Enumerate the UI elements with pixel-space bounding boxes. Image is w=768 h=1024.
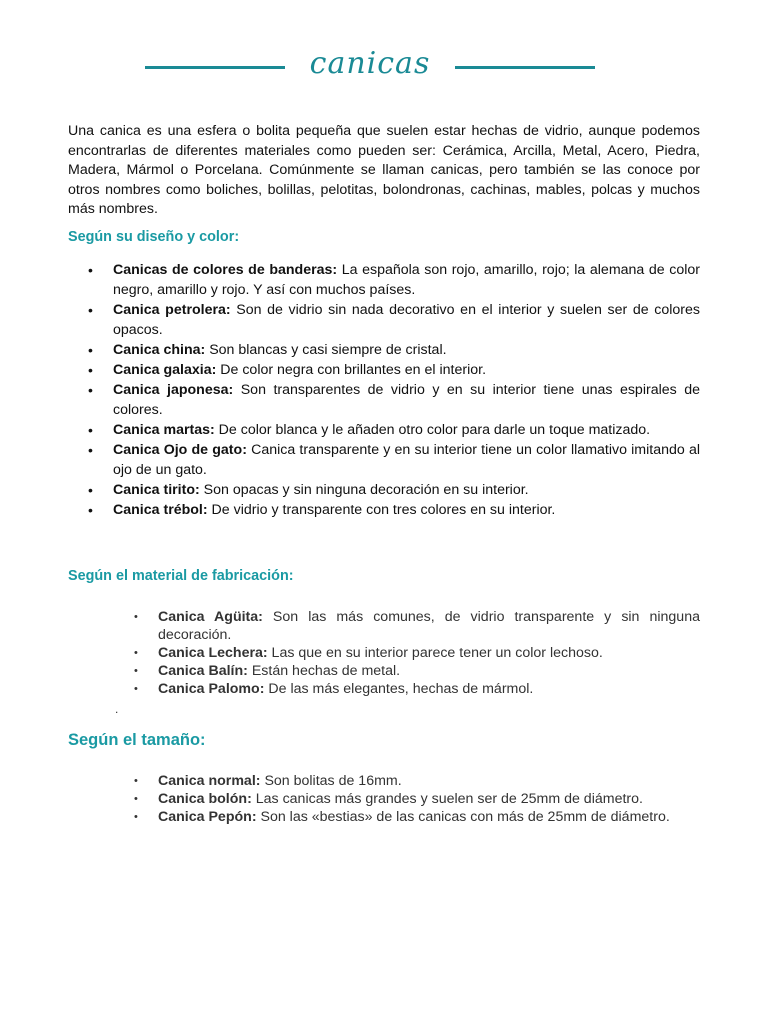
item-desc: De vidrio y transparente con tres colores en su interior.	[207, 501, 556, 518]
item-desc: Están hechas de metal.	[247, 662, 401, 679]
list-item	[68, 380, 700, 420]
list-item	[68, 608, 700, 644]
bullet-icon: •	[134, 792, 138, 805]
item-term: Canica normal:	[158, 772, 261, 789]
item-term: Canica Ojo de gato:	[113, 441, 247, 458]
item-term: Canica galaxia:	[113, 361, 217, 378]
list-item	[68, 440, 700, 480]
list-item	[68, 300, 700, 340]
list-item	[68, 340, 700, 360]
item-term: Canica Pepón:	[158, 808, 257, 825]
list-item	[68, 772, 700, 790]
item-term: Canica bolón:	[158, 790, 252, 807]
item-desc: Son las más comunes, de vidrio transparente y sin ninguna decoración.	[158, 608, 700, 643]
bullet-icon: •	[88, 441, 93, 458]
bullet-icon: •	[88, 421, 93, 438]
list-item	[68, 500, 700, 520]
bullet-icon: •	[134, 610, 138, 623]
item-term: Canica tirito:	[113, 481, 200, 498]
list-item	[68, 808, 700, 826]
bullet-icon: •	[88, 481, 93, 498]
bullet-icon: •	[134, 664, 138, 677]
bullet-icon: •	[88, 261, 93, 278]
title-line-left	[145, 66, 285, 69]
item-term: Canica Agüita:	[158, 608, 263, 625]
document-body	[68, 122, 700, 826]
bullet-icon: •	[88, 341, 93, 358]
item-desc: Son de vidrio sin nada decorativo en el interior y suelen ser de colores opacos.	[113, 301, 700, 338]
item-term: Canica trébol:	[113, 501, 208, 518]
list-item	[68, 680, 700, 698]
section-heading-material: Según el material de fabricación:	[68, 567, 294, 584]
bullet-icon: •	[134, 774, 138, 787]
bullet-icon: •	[88, 301, 93, 318]
item-desc: Son opacas y sin ninguna decoración en su interior.	[199, 481, 529, 498]
bullet-icon: •	[134, 682, 138, 695]
item-desc: La española son rojo, amarillo, rojo; la alemana de color negro, amarillo y rojo. Y así con muchos países.	[113, 261, 701, 298]
bullet-icon: •	[134, 810, 138, 823]
item-term: Canica Balín:	[158, 662, 248, 679]
item-desc: De color negra con brillantes en el interior.	[216, 361, 487, 378]
item-term: Canica martas:	[113, 421, 215, 438]
section-heading-tamano: Según el tamaño:	[68, 730, 206, 749]
item-desc: Son bolitas de 16mm.	[260, 772, 402, 789]
list-item	[68, 790, 700, 808]
bullet-icon: •	[88, 501, 93, 518]
bullet-icon: •	[88, 361, 93, 378]
item-term: Canica Palomo:	[158, 680, 265, 697]
item-desc: Son transparentes de vidrio y en su interior tiene unas espirales de colores.	[113, 381, 700, 418]
list-item	[68, 360, 700, 380]
page-title: canicas	[309, 46, 431, 81]
title-banner	[0, 44, 768, 90]
item-term: Canicas de colores de banderas:	[113, 261, 338, 278]
section-heading-diseno: Según su diseño y color:	[68, 228, 240, 245]
list-tamano	[68, 772, 700, 826]
item-term: Canica china:	[113, 341, 206, 358]
item-desc: Son las «bestias» de las canicas con más de 25mm de diámetro.	[256, 808, 670, 825]
intro-paragraph: Una canica es una esfera o bolita pequeña que suelen estar hechas de vidrio, aunque podemos encontrarlas de diferentes materiales como pueden ser: Cerámica, Arcilla, Metal, Acero, Piedra, Madera, Mármol o Porcelana. Comúnmente se llaman canicas, pero también se las conoce por otros nombres como boliches, bolillas, pelotitas, bolondronas, cachinas, mables, polcas y muchos más nombres.	[68, 123, 700, 217]
list-item	[68, 260, 700, 300]
item-desc: De color blanca y le añaden otro color para darle un toque matizado.	[214, 421, 651, 438]
title-line-right	[455, 66, 595, 69]
list-item	[68, 662, 700, 680]
bullet-icon: •	[134, 646, 138, 659]
list-item	[68, 480, 700, 500]
list-material	[68, 608, 700, 698]
item-desc: Las que en su interior parece tener un color lechoso.	[267, 644, 603, 661]
item-term: Canica japonesa:	[113, 381, 234, 398]
item-term: Canica Lechera:	[158, 644, 268, 661]
list-diseno	[68, 260, 700, 520]
bullet-icon: •	[88, 381, 93, 398]
list-item	[68, 644, 700, 662]
item-desc: Las canicas más grandes y suelen ser de 25mm de diámetro.	[251, 790, 643, 807]
item-term: Canica petrolera:	[113, 301, 231, 318]
item-desc: Son blancas y casi siempre de cristal.	[205, 341, 447, 358]
item-desc: De las más elegantes, hechas de mármol.	[264, 680, 534, 697]
item-desc: Canica transparente y en su interior tiene un color llamativo imitando al ojo de un gato.	[113, 441, 700, 478]
trailing-dot: .	[115, 701, 119, 716]
list-item	[68, 420, 700, 440]
